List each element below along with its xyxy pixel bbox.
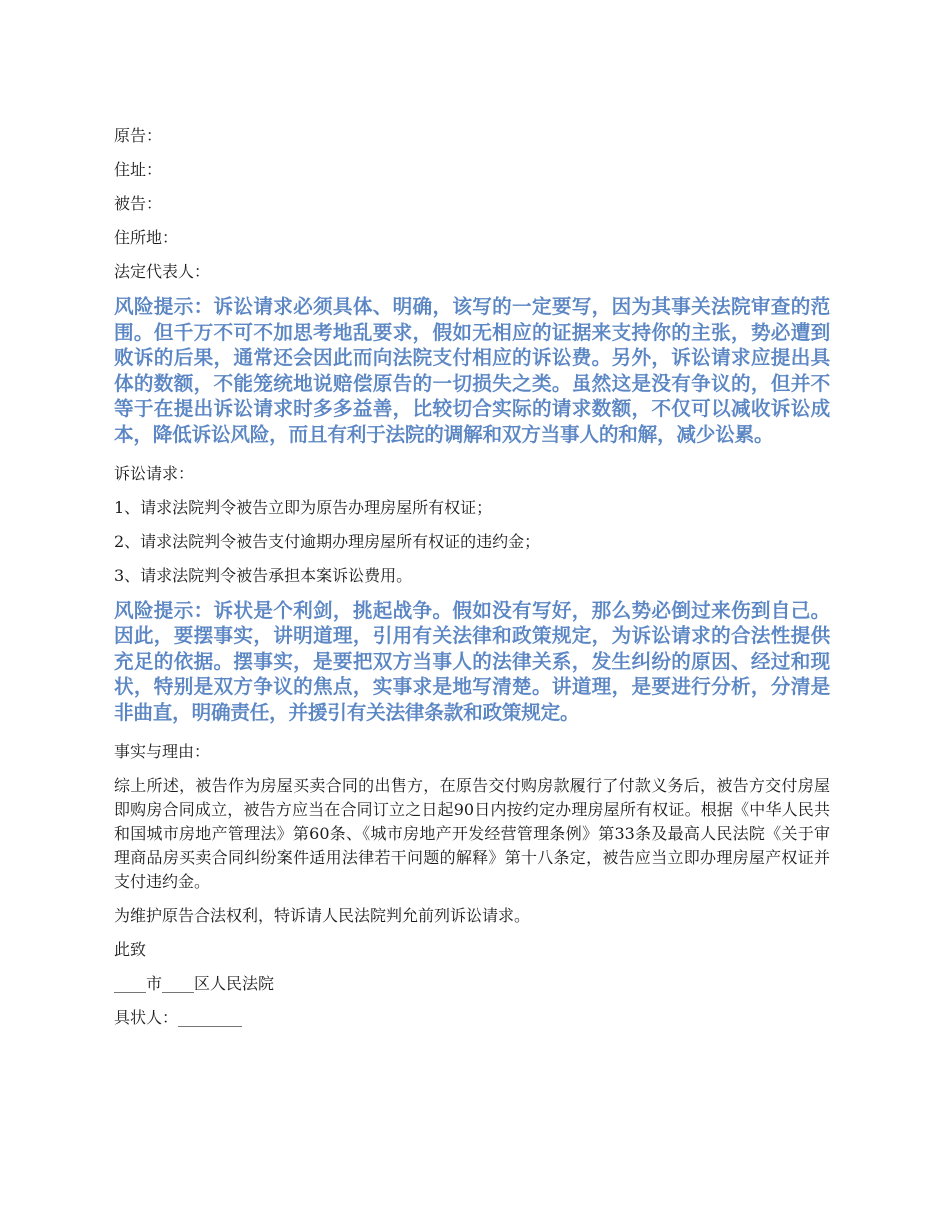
risk-tip-complaint: 风险提示：诉状是个利剑，挑起战争。假如没有写好，那么势必倒过来伤到自己。因此，要摆事实，讲明道理，引用有关法律和政策规定，为诉讼请求的合法性提供充足的依据。摆事实，是要把双方当事人的法律关系，发生纠纷的原因、经过和现状，特别是双方争议的焦点，实事求是地写清楚。讲道理，是要进行分析，分清是非曲直，明确责任，并援引有关法律条款和政策规定。 [114, 598, 830, 724]
facts-body: 综上所述，被告作为房屋买卖合同的出售方，在原告交付购房款履行了付款义务后，被告方交付房屋即购房合同成立，被告方应当在合同订立之日起90日内按约定办理房屋所有权证。根据《中华人民共和国城市房地产管理法》第60条、《城市房地产开发经营管理条例》第33条及最高人民法院《关于审理商品房买卖合同纠纷案件适用法律若干问题的解释》第十八条定，被告应当立即办理房屋产权证并支付违约金。 [114, 775, 830, 891]
claim-item-3: 3、请求法院判令被告承担本案诉讼费用。 [114, 565, 413, 585]
plaintiff-label: 原告： [114, 126, 163, 145]
signer-line: 具状人：________ [114, 1007, 243, 1027]
defendant-label: 被告： [114, 194, 163, 213]
domicile-label: 住所地： [114, 228, 179, 247]
legal-rep-label: 法定代表人： [114, 262, 211, 281]
facts-closing: 为维护原告合法权利，特诉请人民法院判允前列诉讼请求。 [114, 905, 531, 925]
claim-item-2: 2、请求法院判令被告支付逾期办理房屋所有权证的违约金； [114, 531, 541, 551]
claims-heading: 诉讼请求： [114, 463, 195, 483]
address-label: 住址： [114, 160, 163, 179]
claim-item-1: 1、请求法院判令被告立即为原告办理房屋所有权证； [114, 497, 493, 517]
salutation: 此致 [114, 939, 147, 959]
facts-heading: 事实与理由： [114, 741, 211, 761]
court-name: ____市____区人民法院 [114, 973, 275, 993]
risk-tip-claims: 风险提示：诉讼请求必须具体、明确，该写的一定要写，因为其事关法院审查的范围。但千万不可不加思考地乱要求，假如无相应的证据来支持你的主张，势必遭到败诉的后果，通常还会因此而向法院支付相应的诉讼费。另外，诉讼请求应提出具体的数额，不能笼统地说赔偿原告的一切损失之类。虽然这是没有争议的，但并不等于在提出诉讼请求时多多益善，比较切合实际的请求数额，不仅可以减收诉讼成本，降低诉讼风险，而且有利于法院的调解和双方当事人的和解，减少讼累。 [114, 295, 830, 446]
complaint-document [114, 124, 830, 1040]
